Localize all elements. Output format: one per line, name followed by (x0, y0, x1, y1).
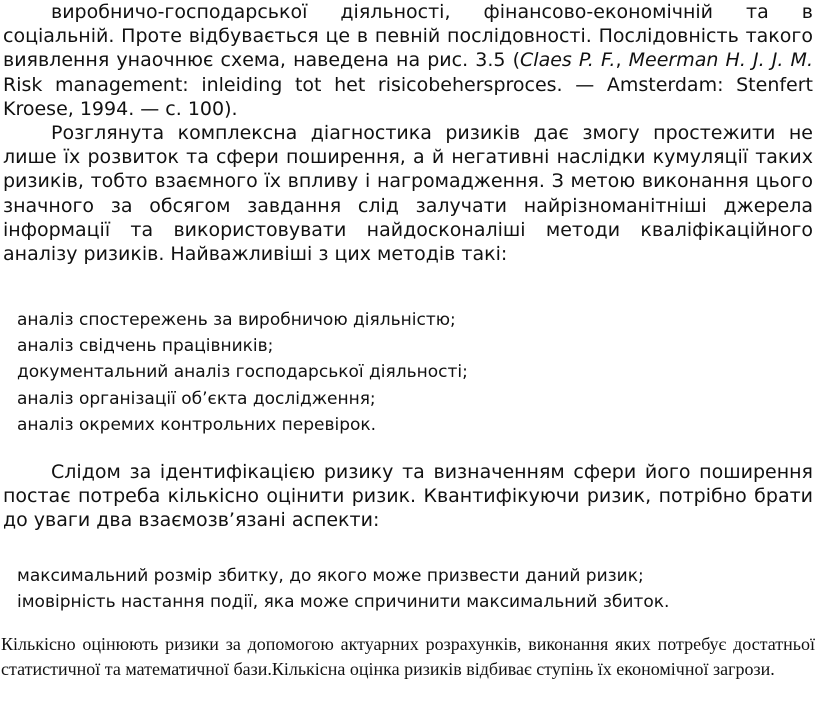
author-meerman: Meerman H. J. J. M. (628, 49, 813, 72)
list-item: аналіз свідчень працівників; (17, 336, 274, 357)
methods-list (17, 307, 813, 438)
paragraph1-text-start: виробничо-господарської діяльності, фінансово-економічній та в соціальній. Проте відбувається це в певній послідовності. Послідовність такого виявлення унаочнює схема, наведена на рис. 3.5 ( (3, 1, 813, 72)
list-item: імовірність настання події, яка може спричинити максимальний збиток. (17, 592, 670, 613)
list-item: аналіз спостережень за виробничою діяльністю; (17, 310, 456, 330)
paragraph1-text-end: Risk management: inleiding tot het risicobehersproces. — Amsterdam: Stenfert Kroese, 1994. — с. 100). (3, 73, 813, 120)
paragraph-diagnostics: Розглянута комплексна діагностика ризиків дає змогу простежити не лише їх розвиток та сфери поширення, а й негативні наслідки кумуляції таких ризиків, тобто взаємного їх впливу і нагромадження. З метою виконання цього значного за обсягом завдання слід залучати найрізноманітніші джерела інформації та використовувати найдосконаліші методи кваліфікаційного аналізу ризиків. Найважливіші з цих методів такі: (3, 122, 813, 266)
author-claes: Claes P. F. (520, 49, 616, 72)
list-item: максимальний розмір збитку, до якого може призвести даний ризик; (17, 566, 644, 586)
aspects-list (17, 563, 813, 615)
author-separator: , (615, 49, 629, 72)
paragraph-scheme-reference (3, 0, 813, 121)
list-item: аналіз організації об’єкта дослідження; (17, 388, 376, 409)
paragraph-actuarial: Кількісно оцінюють ризики за допомогою актуарних розрахунків, виконання яких потребує достатньої статистичної та математичної бази.Кількісна оцінка ризиків відбиває ступінь їх економічної загрози. (1, 634, 815, 679)
list-item: аналіз окремих контрольних перевірок. (17, 414, 377, 435)
paragraph-quantification: Слідом за ідентифікацією ризику та визначенням сфери його поширення постає потреба кількісно оцінити ризик. Квантифікуючи ризик, потрібно брати до уваги два взаємозв’язані аспекти: (3, 461, 813, 532)
list-item: документальний аналіз господарської діяльності; (17, 362, 468, 383)
